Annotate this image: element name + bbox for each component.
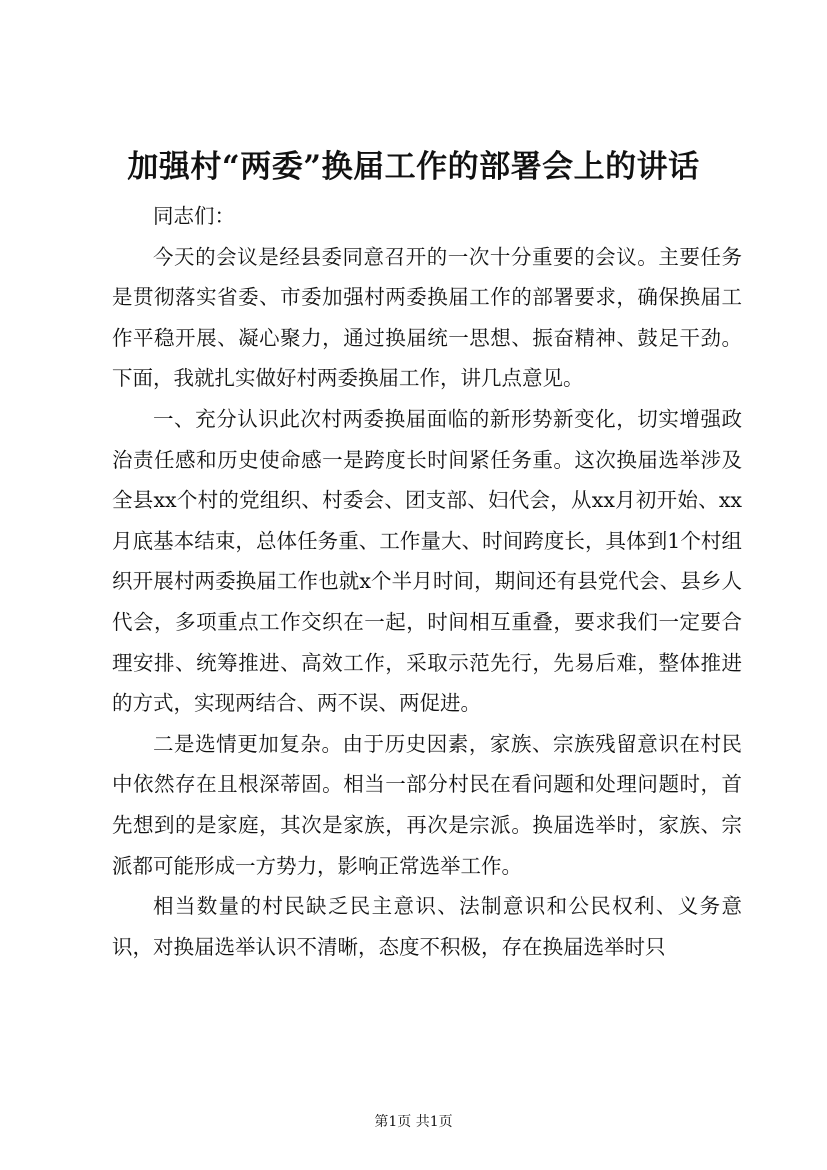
paragraph-intro: 今天的会议是经县委同意召开的一次十分重要的会议。主要任务是贯彻落实省委、市委加强村两委换届工作的部署要求，确保换届工作平稳开展、凝心聚力，通过换届统一思想、振奋精神、鼓足干劲。下面，我就扎实做好村两委换届工作，讲几点意见。 xyxy=(112,244,742,391)
document-title: 加强村“两委”换届工作的部署会上的讲话 xyxy=(127,149,700,185)
paragraph-point-two: 二是选情更加复杂。由于历史因素，家族、宗族残留意识在村民中依然存在且根深蒂固。相当一部分村民在看问题和处理问题时，首先想到的是家庭，其次是家族，再次是宗派。换届选举时，家族、宗派都可能形成一方势力，影响正常选举工作。 xyxy=(112,731,742,878)
page-footer: 第1页 共1页 xyxy=(374,1114,453,1130)
paragraph-section-one: 一、充分认识此次村两委换届面临的新形势新变化，切实增强政治责任感和历史使命感一是跨度长时间紧任务重。这次换届选举涉及全县xx个村的党组织、村委会、团支部、妇代会，从xx月初开始、xx月底基本结束，总体任务重、工作量大、时间跨度长，具体到1个村组织开展村两委换届工作也就x个半月时间，期间还有县党代会、县乡人代会，多项重点工作交织在一起，时间相互重叠，要求我们一定要合理安排、统筹推进、高效工作，采取示范先行，先易后难，整体推进的方式，实现两结合、两不误、两促进。 xyxy=(112,406,742,716)
paragraph-continuation: 相当数量的村民缺乏民主意识、法制意识和公民权利、义务意识，对换届选举认识不清晰，态度不积极，存在换届选举时只 xyxy=(112,894,742,959)
document-body xyxy=(112,196,742,967)
salutation: 同志们： xyxy=(153,204,235,228)
